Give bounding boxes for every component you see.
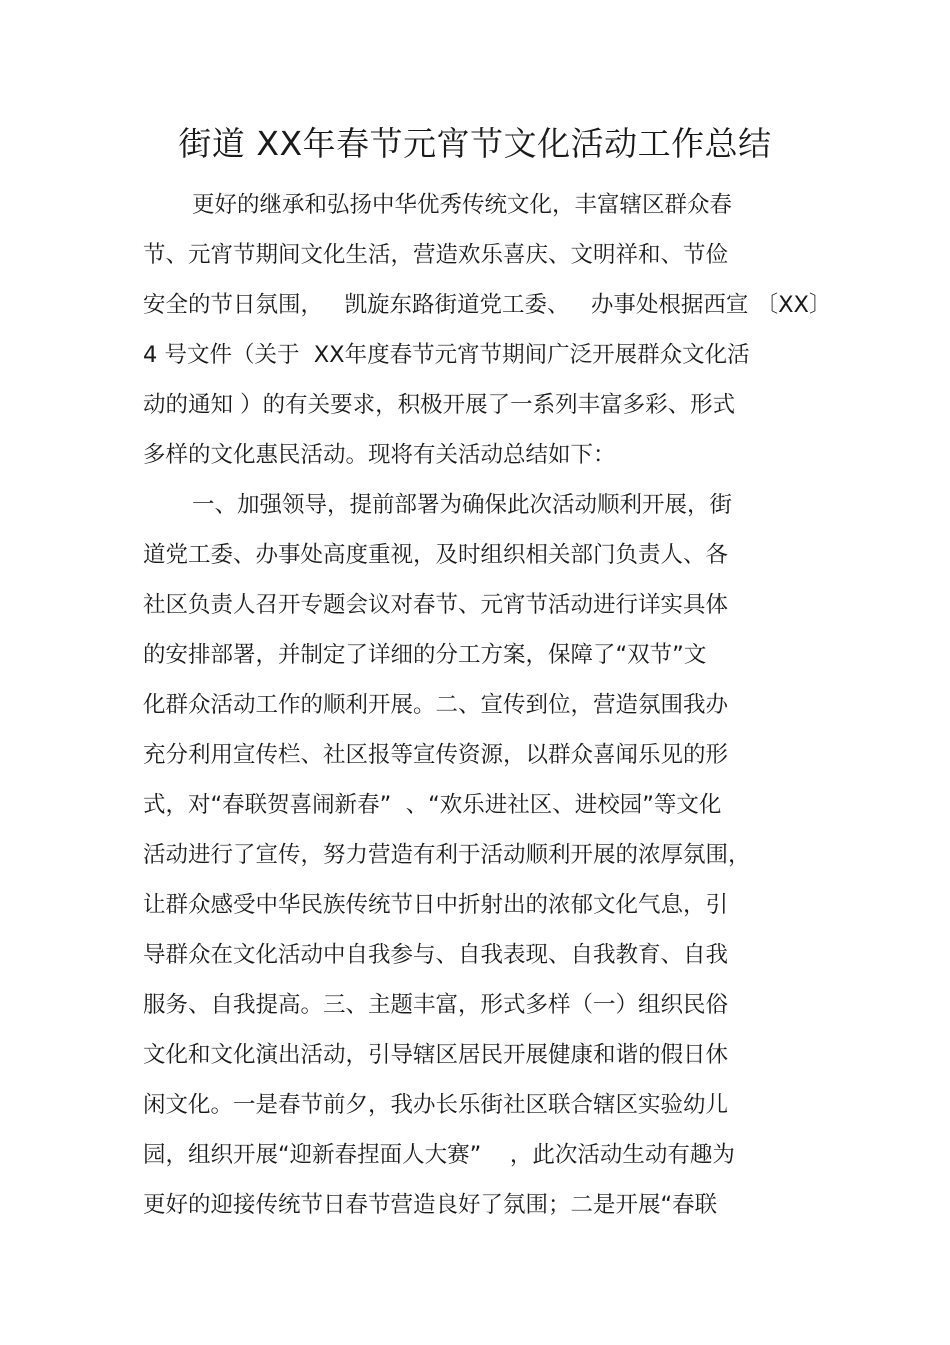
body-line-8: 道党工委、办事处高度重视，及时组织相关部门负责人、各 <box>143 542 729 568</box>
body-line-13: 式，对“春联贺喜闹新春” 、“欢乐进社区、进校园”等文化 <box>143 792 722 818</box>
body-line-17: 服务、自我提高。三、主题丰富，形式多样（一）组织民俗 <box>143 992 729 1018</box>
body-line-12: 充分利用宣传栏、社区报等宣传资源，以群众喜闻乐见的形 <box>143 742 729 768</box>
body-line-2: 节、元宵节期间文化生活，营造欢乐喜庆、文明祥和、节俭 <box>143 242 729 268</box>
body-line-9: 社区负责人召开专题会议对春节、元宵节活动进行详实具体 <box>143 592 729 618</box>
body-line-14: 活动进行了宣传，努力营造有利于活动顺利开展的浓厚氛围， <box>143 842 751 868</box>
body-line-18: 文化和文化演出活动，引导辖区居民开展健康和谐的假日休 <box>143 1042 729 1068</box>
body-line-21: 更好的迎接传统节日春节营造良好了氛围；二是开展“春联 <box>143 1192 718 1218</box>
body-line-15: 让群众感受中华民族传统节日中折射出的浓郁文化气息，引 <box>143 892 729 918</box>
body-line-1: 更好的继承和弘扬中华优秀传统文化，丰富辖区群众春 <box>192 192 733 218</box>
body-line-19: 闲文化。一是春节前夕，我办长乐街社区联合辖区实验幼儿 <box>143 1092 729 1118</box>
body-line-7: 一、加强领导，提前部署为确保此次活动顺利开展，街 <box>192 492 733 518</box>
body-line-11: 化群众活动工作的顺利开展。二、宣传到位，营造氛围我办 <box>143 692 729 718</box>
body-line-16: 导群众在文化活动中自我参与、自我表现、自我教育、自我 <box>143 942 729 968</box>
body-line-5: 动的通知 ）的有关要求，积极开展了一系列丰富多彩、形式 <box>143 392 736 418</box>
document-title: 街道 XX年春节元宵节文化活动工作总结 <box>178 124 772 163</box>
body-line-3: 安全的节日氛围， 凯旋东路街道党工委、 办事处根据西宣 〔XX〕 <box>143 292 832 318</box>
body-line-20: 园，组织开展“迎新春捏面人大赛” ，此次活动生动有趣为 <box>143 1142 735 1168</box>
body-line-6: 多样的文化惠民活动。现将有关活动总结如下： <box>143 442 616 468</box>
body-line-4: 4 号文件（关于 XX年度春节元宵节期间广泛开展群众文化活 <box>143 342 750 368</box>
body-line-10: 的安排部署，并制定了详细的分工方案，保障了“双节”文 <box>143 642 707 668</box>
